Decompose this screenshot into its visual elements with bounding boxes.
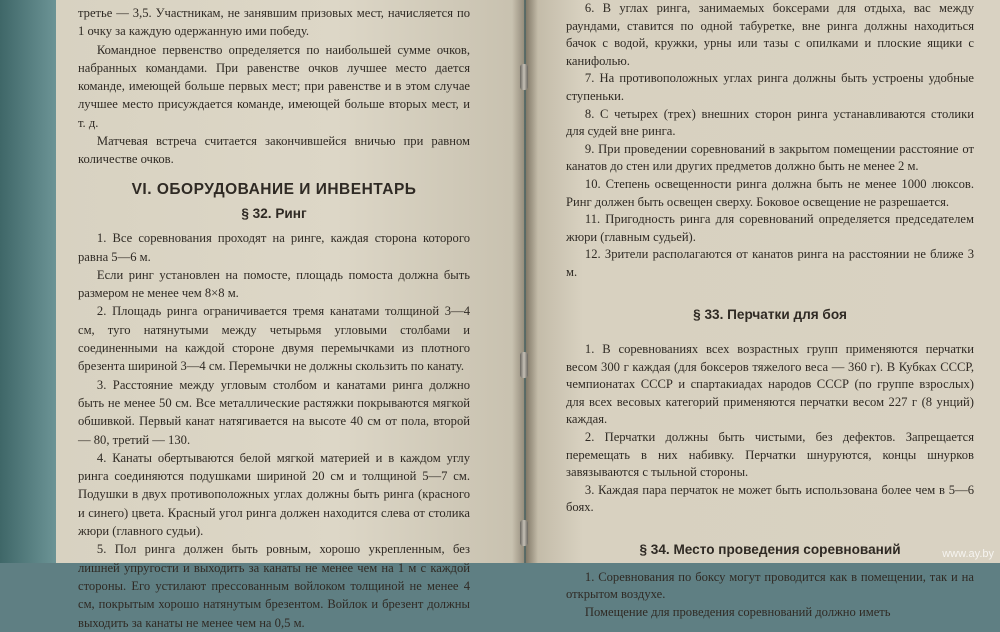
intro-paragraph: третье — 3,5. Участникам, не занявшим призовых мест, начисляется по 1 очку за каждую одержанную ими победу. bbox=[78, 6, 470, 39]
staple-bottom bbox=[520, 520, 528, 546]
right-column bbox=[566, 0, 974, 621]
ring-item: 6. В углах ринга, занимаемых боксерами для отдыха, вас между раундами, ставится по одной табуретке, вне ринга должны находиться бачок с водой, кружки, урны или тазы с опилками и плоские ящики с канифолью. bbox=[566, 1, 974, 68]
ring-item: 12. Зрители располагаются от канатов ринга на расстоянии не ближе 3 м. bbox=[566, 247, 974, 279]
ring-paragraph: 1. Все соревнования проходят на ринге, каждая сторона которого равна 5—6 м. bbox=[78, 231, 470, 264]
intro-paragraph: Командное первенство определяется по наибольшей сумме очков, набранных командами. При равенстве очков лучшее место дается команде, имеющей больше первых мест; при равенстве и в этом случае лучшее место присуждается команде, имеющей больше вторых мест, и т. д. bbox=[78, 42, 470, 130]
venue-item: 1. Соревнования по боксу могут проводится как в помещении, так и на открытом воздухе. bbox=[566, 569, 974, 602]
gloves-item: 1. В соревнованиях всех возрастных групп применяются перчатки весом 300 г каждая (для боксеров тяжелого веса — 360 г). В Кубках СССР, чемпионатах СССР и спартакиадах народов СССР (по группе взрослых) для всех весовых категорий применяются перчатки весом 227 г (8 унций) каждая. bbox=[566, 342, 974, 427]
staple-middle bbox=[520, 352, 528, 378]
gloves-item: 3. Каждая пара перчаток не может быть использована более чем в 5—6 боях. bbox=[566, 482, 974, 515]
left-column bbox=[78, 4, 470, 632]
ring-paragraph: 2. Площадь ринга ограничивается тремя канатами толщиной 3—4 см, туго натянутыми между четырьмя угловыми столбами и соединенными на каждой стороне двумя перемычками из плотного брезента шириной 3—4 см. Перемычки не должны скользить по канату. bbox=[78, 304, 470, 374]
section-title-gloves: § 33. Перчатки для боя bbox=[693, 306, 847, 322]
gloves-item: 2. Перчатки должны быть чистыми, без дефектов. Запрещается перемещать в них набивку. Перчатки шнуруются, концы шнурков завязываются с тыльной стороны. bbox=[566, 430, 974, 480]
ring-paragraph: 4. Канаты обертываются белой мягкой материей и в каждом углу ринга соединяются подушками шириной 20 см и толщиной 5—7 см. Подушки в двух противоположных углах должны быть ринга (красного и синего) цвета. Красный угол ринга должен находится слева от столика жюри (главного судьи). bbox=[78, 450, 470, 539]
chapter-title: VI. ОБОРУДОВАНИЕ И ИНВЕНТАРЬ bbox=[131, 180, 417, 198]
section-title-venue: § 34. Место проведения соревнований bbox=[639, 542, 901, 558]
intro-paragraph: Матчевая встреча считается закончившейся вничью при равном количестве очков. bbox=[78, 134, 470, 167]
ring-item: 8. С четырех (трех) внешних сторон ринга устанавливаются столики для судей вне ринга. bbox=[566, 106, 974, 139]
ring-paragraph: 5. Пол ринга должен быть ровным, хорошо укрепленным, без лишней упругости и выходить за канаты не менее чем на 1 м с каждой стороны. Его устилают прессованным войлоком толщиной не менее 4 см, покрытым хорошо натянутым брезентом. Войлок и брезент должны выходить за канаты не менее чем на 0,5 м. bbox=[78, 542, 470, 630]
ring-item: 11. Пригодность ринга для соревнований определяется председателем жюри (главным судьей). bbox=[566, 212, 974, 244]
section-title-ring: § 32. Ринг bbox=[241, 205, 307, 221]
ring-item: 9. При проведении соревнований в закрытом помещении расстояние от канатов до стен или других предметов должно быть не менее 2 м. bbox=[566, 141, 974, 174]
ring-paragraph: 3. Расстояние между угловым столбом и канатами ринга должно быть не менее 50 см. Все металлические растяжки покрываются мягкой обшивкой. Первый канат натягивается на высоте 40 см от пола, второй — 80, третий — 130. bbox=[78, 377, 470, 447]
ring-item: 7. На противоположных углах ринга должны быть устроены удобные ступеньки. bbox=[566, 71, 974, 103]
ring-paragraph: Если ринг установлен на помосте, площадь помоста должна быть размером не менее чем 8×8 м. bbox=[78, 267, 470, 301]
staple-top bbox=[520, 64, 528, 90]
watermark: www.ay.by bbox=[942, 548, 994, 560]
ring-item: 10. Степень освещенности ринга должна быть не менее 1000 люксов. Ринг должен быть освещен сверху. Боковое освещение не разрешается. bbox=[566, 176, 974, 209]
venue-item: Помещение для проведения соревнований должно иметь bbox=[584, 604, 891, 619]
